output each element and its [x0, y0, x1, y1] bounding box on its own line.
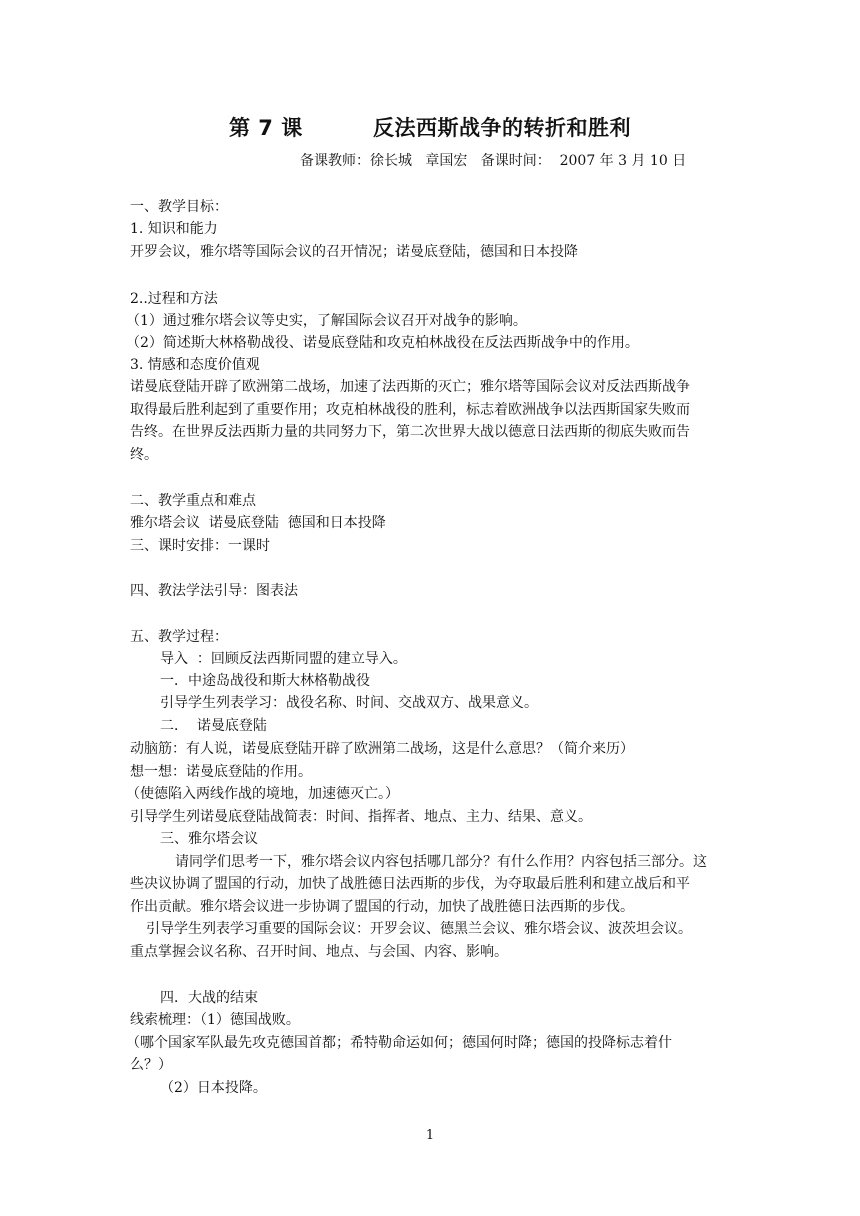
paragraph-line: 请同学们思考一下，雅尔塔会议内容包括哪几部分？有什么作用？内容包括三部分。这	[175, 854, 707, 870]
paragraph-line: （哪个国家军队最先攻克德国首都；希特勒命运如何；德国何时降；德国的投降标志着什	[126, 1035, 672, 1051]
paragraph-line: （2）日本投降。	[160, 1080, 267, 1096]
paragraph-line: 取得最后胜利起到了重要作用；攻克柏林战役的胜利，标志着欧洲战争以法西斯国家失败而	[130, 402, 690, 418]
section-heading-process: 五、教学过程：	[130, 629, 228, 645]
paragraph-line: 么？）	[130, 1057, 172, 1073]
paragraph-line: 雅尔塔会议 诺曼底登陆 德国和日本投降	[130, 515, 386, 531]
paragraph-line: 想一想：诺曼底登陆的作用。	[130, 764, 312, 780]
paragraph-line: 导入 ：回顾反法西斯同盟的建立导入。	[160, 651, 407, 667]
paragraph-line: 终。	[130, 447, 158, 463]
paragraph-line: （2）简述斯大林格勒战役、诺曼底登陆和攻克柏林战役在反法西斯战争中的作用。	[126, 335, 639, 351]
objective-heading: 1. 知识和能力	[130, 221, 218, 237]
objective-heading: 2..过程和方法	[130, 291, 218, 307]
objective-heading: 3. 情感和态度价值观	[130, 357, 260, 373]
section-heading-objectives: 一、教学目标：	[130, 199, 228, 215]
subsection-heading: 一．中途岛战役和斯大林格勒战役	[160, 673, 370, 689]
paragraph-line: 引导学生列诺曼底登陆战简表：时间、指挥者、地点、主力、结果、意义。	[130, 809, 592, 825]
preparer-info: 备课教师：徐长城 章国宏 备课时间： 2007 年 3 月 10 日	[300, 153, 687, 169]
subsection-heading: 三、雅尔塔会议	[160, 831, 258, 847]
paragraph-line: 引导学生列表学习重要的国际会议：开罗会议、德黑兰会议、雅尔塔会议、波茨坦会议。	[146, 921, 692, 937]
paragraph-line: 告终。在世界反法西斯力量的共同努力下，第二次世界大战以德意日法西斯的彻底失败而告	[130, 424, 690, 440]
paragraph-line: （使德陷入两线作战的境地，加速德灭亡。）	[126, 786, 399, 802]
paragraph-line: 重点掌握会议名称、召开时间、地点、与会国、内容、影响。	[130, 944, 508, 960]
paragraph-line: 开罗会议，雅尔塔等国际会议的召开情况；诺曼底登陆，德国和日本投降	[130, 244, 578, 260]
paragraph-line: 线索梳理：（1）德国战败。	[130, 1012, 300, 1028]
page-title: 第 7 课 反法西斯战争的转折和胜利	[228, 116, 632, 140]
section-heading-methods: 四、教法学法引导：图表法	[130, 583, 298, 599]
paragraph-line: 诺曼底登陆开辟了欧洲第二战场，加速了法西斯的灭亡；雅尔塔等国际会议对反法西斯战争	[130, 379, 690, 395]
paragraph-line: （1）通过雅尔塔会议等史实，了解国际会议召开对战争的影响。	[126, 313, 527, 329]
paragraph-line: 引导学生列表学习：战役名称、时间、交战双方、战果意义。	[160, 695, 538, 711]
paragraph-line: 动脑筋：有人说，诺曼底登陆开辟了欧洲第二战场，这是什么意思？（简介来历）	[130, 741, 634, 757]
subsection-heading: 四．大战的结束	[160, 990, 258, 1006]
page-number: 1	[425, 1128, 435, 1143]
paragraph-line: 作出贡献。雅尔塔会议进一步协调了盟国的行动，加快了战胜德日法西斯的步伐。	[130, 899, 634, 915]
subsection-heading: 二． 诺曼底登陆	[160, 718, 267, 734]
paragraph-line: 些决议协调了盟国的行动，加快了战胜德日法西斯的步伐，为夺取最后胜利和建立战后和平	[130, 876, 690, 892]
section-heading-keypoints: 二、教学重点和难点	[130, 493, 256, 509]
section-heading-schedule: 三、课时安排：一课时	[130, 538, 270, 554]
